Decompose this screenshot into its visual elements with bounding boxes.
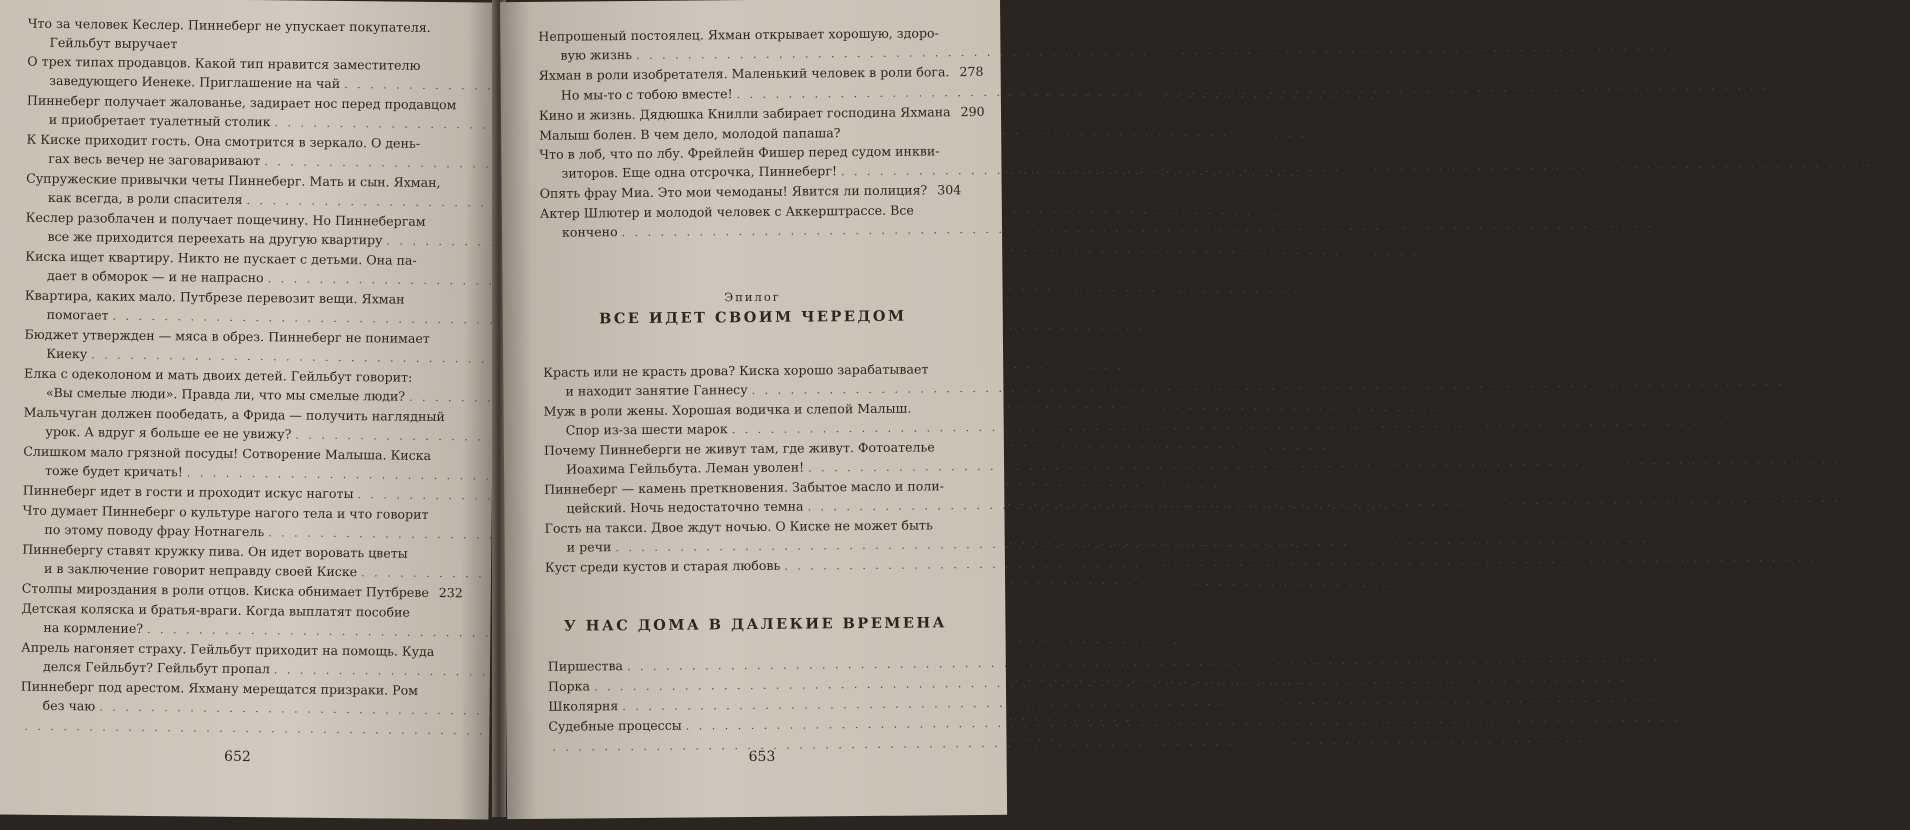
toc-entry-text: Красть или не красть дрова? Киска хорошо зарабатывает (543, 359, 928, 381)
toc-entry-text: и речи (545, 537, 612, 557)
toc-page-number: 140 (1381, 85, 1407, 104)
toc-entry-line (543, 398, 928, 420)
dot-leader (808, 449, 1841, 477)
toc-entry-text: Школярня (548, 696, 618, 716)
toc-entry-line (543, 359, 928, 381)
toc-entry (23, 403, 443, 446)
toc-entry-text: вую жизнь (538, 45, 632, 65)
toc-entry-text: Кеслер разоблачен и получает пощечину. Но Пиннебергам (26, 208, 426, 231)
toc-entry-text: О трех типах продавцов. Какой тип нравится заместителю (27, 52, 420, 75)
toc-page-number: 382 (1659, 687, 1685, 706)
right-page-number: 653 (749, 749, 776, 765)
toc-page-number: 206 (1224, 473, 1250, 492)
toc-entry-line (548, 733, 933, 756)
toc-entry-text: как всегда, в роли спасителя (26, 188, 243, 209)
toc-page-number: 298 (1878, 152, 1904, 171)
toc-entry (543, 398, 928, 440)
toc-entry (544, 476, 929, 518)
toc-entry-text: Пиннеберг идет в гости и проходит искус наготы (23, 481, 354, 503)
toc-entry (20, 716, 440, 740)
toc-page-number: 317 (1788, 371, 1814, 390)
toc-entry-text: Апрель нагоняет страху. Гейльбут приходит на помощь. Куда (21, 638, 434, 661)
toc-page-number: 310 (1658, 213, 1684, 232)
toc-page-number: 260 (1136, 707, 1162, 726)
toc-page-number: 286 (1773, 75, 1799, 94)
toc-entry (20, 677, 440, 720)
toc-entry (539, 141, 924, 183)
toc-entry (543, 359, 928, 401)
toc-page-number: 275 (1673, 36, 1699, 55)
toc-entry (26, 169, 446, 212)
toc-page-number: 349 (1821, 546, 1847, 565)
toc-entry-text: Елка с одеколоном и мать двоих детей. Гейльбут говорит: (24, 364, 412, 387)
toc-entry-line (538, 23, 923, 45)
toc-entry-text: Киеку (24, 344, 87, 364)
toc-entry-text: Порка (548, 676, 590, 695)
toc-page-number: 415 (1589, 727, 1615, 746)
toc-entry-text: без чаю (21, 696, 96, 716)
toc-entry-text: Яхман в роли изобретателя. Маленький человек в роли бога. (539, 62, 950, 85)
toc-entry-text: Пиннеберг под арестом. Яхману мерещатся призраки. Ром (21, 677, 418, 700)
toc-entry-text: Пиннеберг получает жалованье, задирает нос перед продавцом (27, 91, 457, 114)
toc-entry-line (20, 716, 440, 740)
toc-entry-text: Актер Шлютер и молодой человек с Аккерштрассе. Все (540, 201, 914, 223)
toc-page-number: 268 (1061, 727, 1087, 746)
toc-entry (545, 554, 930, 577)
toc-entry-text: все же приходится переехать на другую квартиру (25, 227, 382, 250)
toc-entry-text: дает в обморок — и не напрасно (25, 266, 264, 287)
toc-entry-line (545, 515, 930, 537)
toc-page-number: 278 (957, 62, 983, 81)
toc-page-number: 190 (1446, 398, 1472, 417)
epilogue-title: ВСЕ ИДЕТ СВОИМ ЧЕРЕДОМ (503, 307, 1003, 328)
toc-entry (22, 540, 442, 583)
left-page (0, 0, 497, 820)
section2-title: У НАС ДОМА В ДАЛЕКИЕ ВРЕМЕНА (505, 614, 1005, 635)
toc-entry-text: Что думает Пиннеберг о культуре нагого тела и что говорит (23, 501, 429, 524)
toc-entry (21, 638, 441, 681)
toc-entry-text: Опять фрау Миа. Это мои чемоданы! Явится ли полиция? (540, 180, 928, 202)
right-page (500, 0, 1007, 819)
toc-entry-text: тоже будет кричать! (23, 461, 183, 482)
right-toc-list (538, 23, 925, 242)
toc-entry-text: цейский. Ночь недостаточно темна (544, 497, 803, 518)
toc-entry-text: Пиннебергу ставят кружку пива. Он идет воровать цветы (22, 540, 408, 563)
toc-page-number: 322 (1769, 410, 1795, 429)
toc-entry-text: и находит занятие Ганнесу (543, 380, 747, 401)
toc-page-number: 175 (1304, 279, 1330, 298)
toc-entry-text: и в заключение говорит неправду своей Киске (22, 559, 357, 582)
toc-entry (22, 501, 442, 544)
toc-entry-text: Киска ищет квартиру. Никто не пускает с детьми. Она па- (25, 247, 417, 270)
toc-entry-text: Гейльбут выручает (27, 33, 177, 54)
toc-page-number: 214 (1394, 495, 1420, 514)
toc-entry (545, 515, 930, 557)
toc-entry-text: и приобретает туалетный столик (27, 110, 271, 132)
toc-entry-text: Почему Пиннеберги не живут там, где живут. Фотоателье (544, 437, 935, 459)
toc-entry (27, 14, 447, 56)
toc-page-number: 184 (1128, 355, 1154, 374)
toc-entry-text: Столпы мироздания в роли отцов. Киска обнимает Путбреве (22, 579, 429, 602)
toc-entry-text: по этому поводу фрау Нотнагель (22, 520, 264, 542)
toc-entry-line (539, 141, 924, 163)
toc-entry-text: Слишком мало грязной посуды! Сотворение Малыша. Киска (23, 442, 431, 465)
toc-page-number: 403 (1723, 706, 1749, 725)
toc-page-number: 232 (437, 583, 463, 602)
toc-entry (25, 286, 445, 329)
toc-page-number: 219 (1305, 533, 1331, 552)
toc-entry-line (540, 219, 925, 242)
epilogue-toc-list (543, 359, 930, 577)
toc-page-number: 338 (1844, 487, 1870, 506)
toc-entry (27, 91, 447, 134)
toc-entry (23, 442, 443, 485)
toc-entry (538, 23, 923, 65)
toc-entry-text: Пиннеберг — камень преткновения. Забытое масло и поли- (544, 476, 944, 498)
toc-entry-text: Мальчуган должен пообедать, а Фрида — получить наглядный (24, 403, 445, 426)
toc-entry-text: К Киске приходит гость. Она смотрится в зеркало. О день- (26, 130, 420, 153)
toc-entry-text: заведующего Иенеке. Приглашение на чай (27, 71, 340, 93)
toc-page-number: 179 (1149, 316, 1175, 335)
toc-entry-text: гах весь вечер не заговаривают (26, 149, 260, 170)
toc-entry-text: Но мы-то с тобою вместе! (539, 84, 733, 105)
toc-entry-text: Судебные процессы (548, 716, 682, 736)
toc-entry-text: Бюджет утвержден — мяса в обрез. Пиннеберг не понимает (24, 325, 430, 348)
toc-entry (27, 52, 447, 95)
toc-entry-text: «Вы смелые люди». Правда ли, что мы смелые люди? (24, 383, 405, 406)
toc-page-number: 157 (1283, 201, 1309, 220)
toc-entry (24, 364, 444, 407)
toc-entry-text: Кино и жизнь. Дядюшка Книлли забирает господина Яхмана (539, 102, 951, 125)
toc-entry-text: на кормление? (21, 618, 143, 638)
toc-page-number: 343 (1652, 528, 1678, 547)
toc-entry-text: урок. А вдруг я больше ее не увижу? (23, 422, 291, 444)
toc-page-number: 290 (959, 102, 985, 121)
toc-entry-text: Супружеские привычки четы Пиннеберг. Мать и сын. Яхман, (26, 169, 441, 192)
toc-entry-text: Малыш болен. В чем дело, молодой папаша? (539, 123, 840, 145)
left-toc-list (20, 14, 448, 740)
toc-entry (25, 208, 445, 251)
toc-entry-line (540, 200, 925, 222)
toc-entry (26, 130, 446, 173)
section2-toc-list (548, 653, 934, 756)
toc-entry-text: Иоахима Гейльбута. Леман уволен! (544, 458, 804, 479)
toc-entry (24, 325, 444, 368)
dot-leader (841, 153, 1874, 181)
toc-entry (540, 200, 925, 242)
toc-entry-line (544, 476, 929, 498)
toc-entry-text: делся Гейльбут? Гейльбут пропал (21, 657, 270, 679)
toc-page-number: 237 (1184, 630, 1210, 649)
toc-entry-line (545, 554, 930, 577)
toc-page-number: 304 (935, 180, 961, 199)
toc-entry-text: Гость на такси. Двое ждут ночью. О Киске не может быть (545, 515, 933, 537)
toc-entry-text: Что в лоб, что по лбу. Фрейлейн Фишер перед судом инкви- (539, 141, 939, 163)
toc-page-number: 248 (1311, 670, 1337, 689)
toc-entry-text: Пиршества (548, 656, 623, 676)
toc-page-number: 163 (1423, 241, 1449, 260)
toc-entry-text: кончено (540, 222, 618, 242)
toc-entry (21, 599, 441, 642)
toc-entry-text: помогает (25, 305, 109, 325)
toc-entry-text: Непрошеный постоялец. Яхман открывает хорошую, здоро- (538, 23, 939, 45)
toc-entry (548, 733, 933, 756)
toc-entry-text: Квартира, каких мало. Путбрезе перевозит вещи. Яхман (25, 286, 405, 309)
toc-page-number: 356 (1664, 647, 1690, 666)
toc-page-number: 151 (1301, 162, 1327, 181)
toc-entry-text: Муж в роли жены. Хорошая водичка и слепой Малыш. (543, 399, 911, 421)
toc-page-number: 148 (1311, 123, 1337, 142)
toc-page-number: 224 (1398, 573, 1424, 592)
toc-entry-text: Спор из-за шести марок (544, 419, 728, 440)
toc-entry-text: зиторов. Еще одна отсрочка, Пиннеберг! (539, 161, 837, 183)
toc-entry (544, 437, 929, 479)
toc-entry (25, 247, 445, 290)
toc-page-number: 376 (1631, 667, 1657, 686)
left-page-number: 652 (224, 749, 251, 765)
toc-entry-text: Что за человек Кеслер. Пиннеберг не упускает покупателя. (28, 14, 431, 37)
toc-page-number: 328 (1845, 448, 1871, 467)
toc-entry-text: Детская коляска и братья-враги. Когда выплатят пособие (22, 599, 410, 622)
toc-entry-line (544, 437, 929, 459)
toc-entry-text: Куст среди кустов и старая любовь (545, 556, 781, 577)
toc-page-number: 200 (1332, 435, 1358, 454)
epilogue-label: Эпилог (503, 288, 1003, 306)
